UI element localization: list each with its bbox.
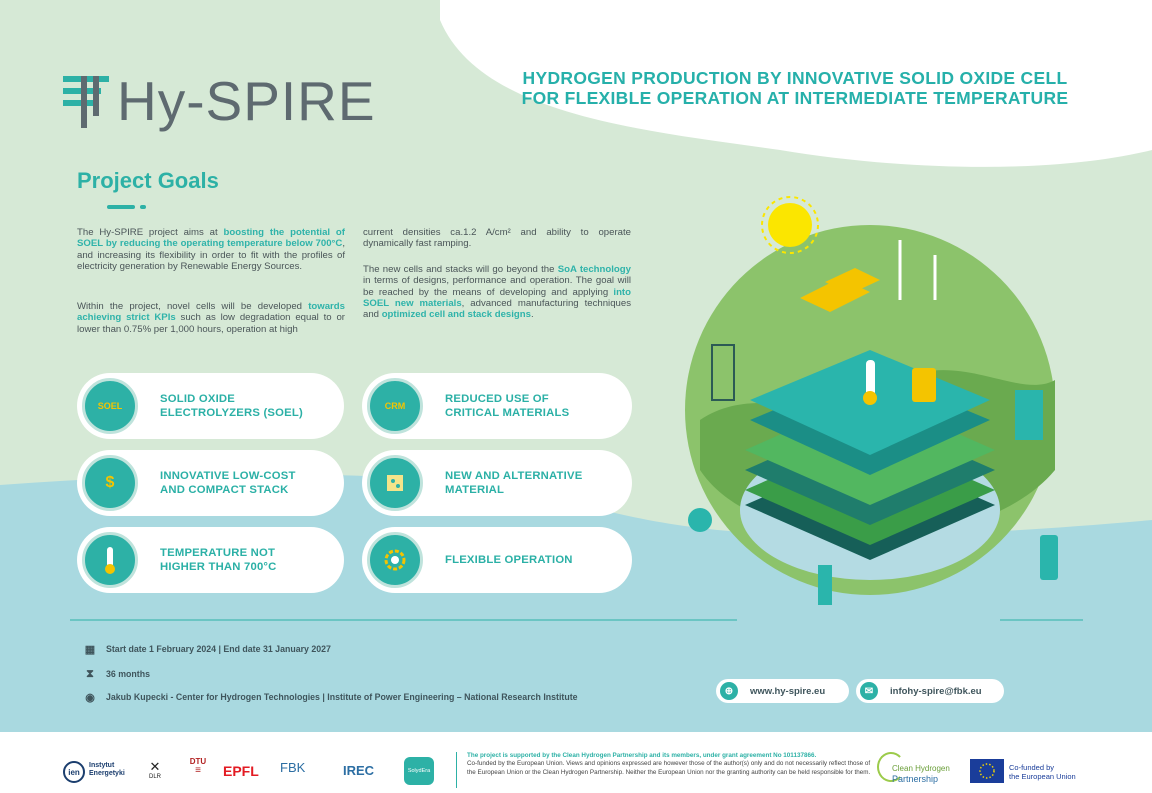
goals-text: The Hy-SPIRE project aims at	[77, 227, 224, 238]
email-text: infohy-spire@fbk.eu	[890, 685, 982, 697]
project-coordinator-text: Jakub Kupecki - Center for Hydrogen Technologies | Institute of Power Engineering – National Research Institute	[106, 692, 578, 702]
goal-card-label: REDUCED USE OF CRITICAL MATERIALS	[445, 393, 570, 419]
dlr-logo	[140, 760, 170, 785]
epfl-logo: EPFL	[223, 763, 259, 779]
footer-divider	[456, 752, 457, 788]
fbk-logo: FBK	[280, 760, 306, 775]
irec-logo: IREC	[343, 763, 375, 778]
soel-icon	[82, 378, 138, 434]
crm-arrow-icon	[367, 378, 423, 434]
soel-icon-label: SOEL	[97, 401, 123, 411]
project-coordinator	[84, 691, 578, 703]
dtu-logo	[188, 757, 208, 776]
goal-card-flexible-operation	[362, 527, 632, 593]
disclaimer-text: Co-funded by the European Union. Views and opinions expressed are however those of the author(s) only and do not necessarily reflect those of the European Union or the Clean Hydrogen Partnership. Neither the European Union nor the granting authority can be held responsible for them.	[467, 760, 871, 776]
dtu-logo-text: DTU	[189, 757, 207, 766]
goal-card-alternative-material	[362, 450, 632, 516]
chp-line-2: Partnership	[892, 774, 939, 784]
eu-line-2: the European Union	[1009, 772, 1076, 781]
goals-text: such as low degradation equal to or lower than 0.75% per 1,000 hours, operation at high	[77, 312, 345, 335]
mail-icon: ✉	[860, 682, 878, 700]
dtu-mark-icon: ≡	[195, 765, 201, 776]
website-link[interactable]	[716, 679, 849, 703]
logo-text: Hy-SPIRE	[117, 70, 376, 132]
coin-stack-icon	[82, 455, 138, 511]
goals-paragraph-1	[77, 227, 345, 272]
funding-disclaimer	[467, 752, 872, 777]
website-text: www.hy-spire.eu	[750, 685, 826, 697]
section-underline-dot	[140, 205, 146, 209]
goals-text: current densities ca.1.2 A/cm² and ability to operate dynamically fast ramping.	[363, 227, 631, 250]
goals-paragraph-3	[363, 227, 631, 250]
project-duration-text: 36 months	[106, 669, 150, 679]
goal-card-critical-materials	[362, 373, 632, 439]
solydera-logo: SolydEra	[404, 757, 434, 785]
goals-paragraph-4	[363, 264, 631, 320]
goal-card-temperature	[77, 527, 344, 593]
goal-card-label: FLEXIBLE OPERATION	[445, 554, 573, 566]
thermometer-icon	[82, 532, 138, 588]
ien-logo: ien	[63, 761, 85, 783]
goals-text: in terms of designs, performance and operation. The goal will be reached by the means of developing and applying	[363, 275, 631, 298]
email-link[interactable]	[856, 679, 1004, 703]
eu-line-1: Co-funded by	[1009, 763, 1055, 772]
goals-text: .	[530, 309, 534, 321]
crm-icon-label: CRM	[384, 401, 406, 411]
coin-icon-label: $	[105, 474, 115, 491]
goals-highlight: into SOEL new materials	[363, 286, 631, 309]
dlr-mark-icon: ✕	[149, 759, 161, 774]
person-icon: ◉	[85, 692, 95, 704]
ien-logo-text: Instytut Energetyki	[89, 762, 125, 777]
logo-mark-icon	[63, 74, 109, 128]
goals-highlight: SoA technology	[557, 264, 631, 275]
gear-cycle-icon	[367, 532, 423, 588]
goals-paragraph-2	[77, 301, 345, 335]
dlr-logo-text: DLR	[148, 774, 161, 780]
goal-card-compact-stack	[77, 450, 344, 516]
project-duration	[84, 668, 150, 680]
goals-text: The new cells and stacks will go beyond the	[363, 264, 558, 275]
goals-text: Within the project, novel cells will be developed	[77, 301, 309, 312]
funding-statement: The project is supported by the Clean Hydrogen Partnership and its members, under grant agreement No 101137866.	[467, 752, 817, 759]
page-title: HYDROGEN PRODUCTION BY INNOVATIVE SOLID OXIDE CELL FOR FLEXIBLE OPERATION AT INTERMEDIATE TEMPERATURE	[521, 68, 1069, 108]
hourglass-icon: ⧗	[86, 668, 94, 680]
eu-flag-icon	[970, 759, 1004, 783]
goals-highlight: towards achieving strict KPIs	[77, 301, 345, 324]
chp-line-1: Clean Hydrogen	[892, 764, 950, 773]
goal-card-label: NEW AND ALTERNATIVE MATERIAL	[445, 470, 583, 496]
goal-card-label: INNOVATIVE LOW-COST AND COMPACT STACK	[160, 470, 296, 496]
goals-highlight: optimized cell and stack designs	[381, 309, 531, 321]
project-dates-text: Start date 1 February 2024 | End date 31 January 2027	[106, 644, 331, 654]
globe-icon: ⊕	[720, 682, 738, 700]
goals-text: , and increasing its flexibility in order to fit with the profiles of electricity generation by Renewable Energy Sources.	[77, 238, 345, 272]
goals-text: , advanced manufacturing techniques and	[363, 297, 631, 321]
project-dates	[84, 643, 331, 655]
section-underline	[107, 205, 135, 209]
material-icon	[367, 455, 423, 511]
calendar-icon: ▦	[84, 644, 96, 656]
goal-card-label: TEMPERATURE NOT HIGHER THAN 700°C	[160, 547, 277, 573]
section-title: Project Goals	[77, 168, 219, 193]
eu-cofunded-text	[1009, 763, 1076, 781]
hy-spire-logo	[63, 70, 376, 132]
goal-card-soel	[77, 373, 344, 439]
goal-card-label: SOLID OXIDE ELECTROLYZERS (SOEL)	[160, 393, 303, 419]
goals-highlight: boosting the potential of SOEL by reducing the operating temperature below 700°C	[77, 227, 345, 250]
clean-hydrogen-partnership-logo	[892, 764, 950, 784]
